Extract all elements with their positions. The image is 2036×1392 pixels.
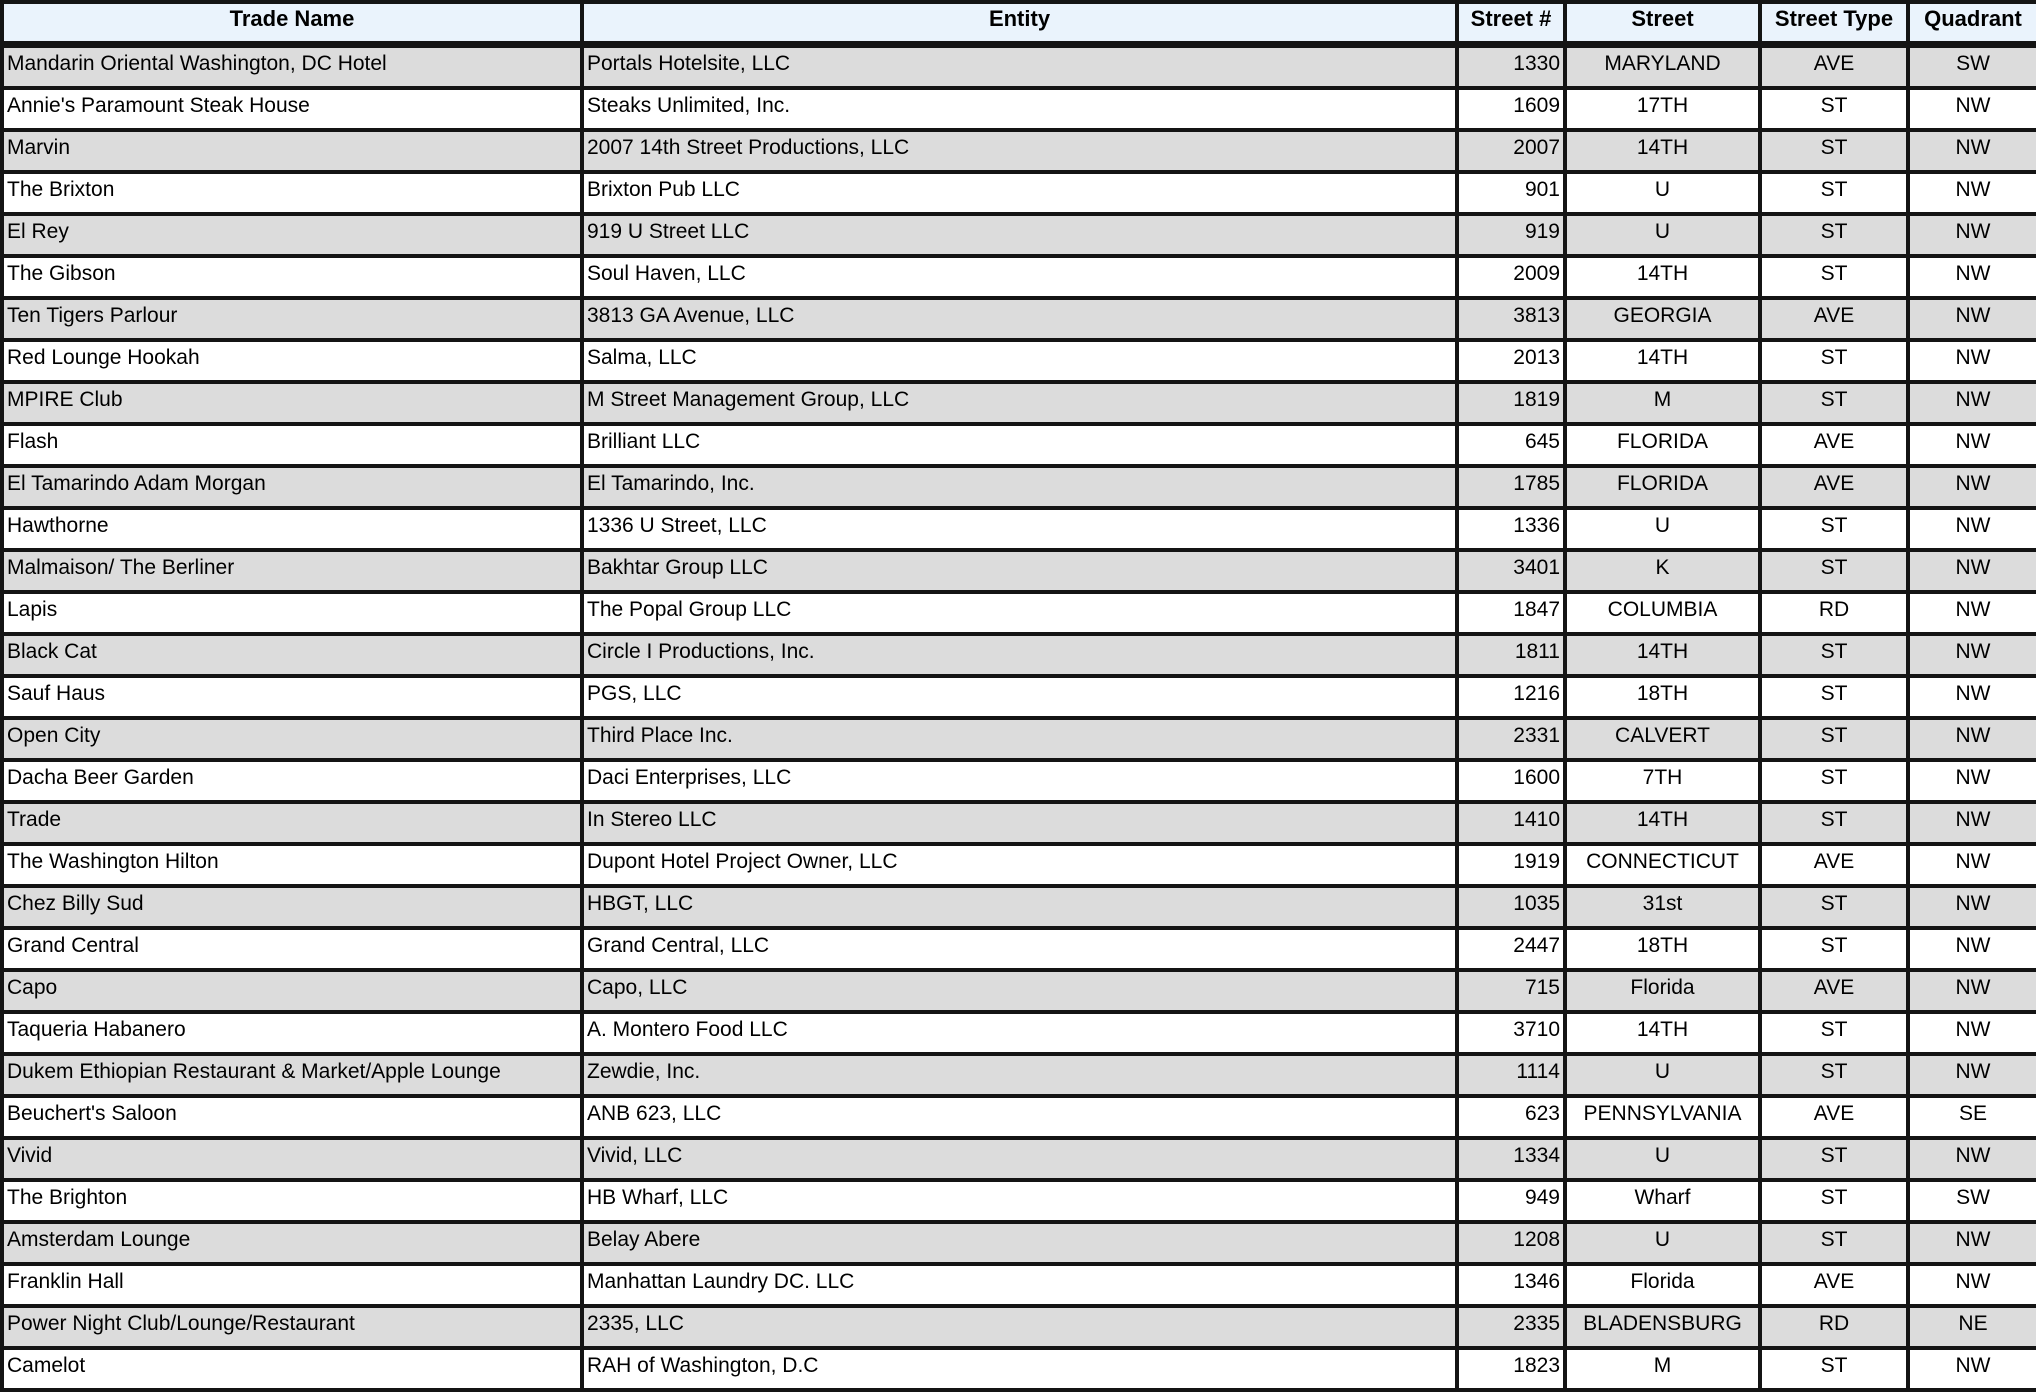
table-body	[2, 45, 2036, 1391]
cell-street[interactable]: 14TH	[1565, 340, 1760, 382]
cell-street-number[interactable]: 1336	[1457, 508, 1565, 550]
cell-street-number[interactable]: 1208	[1457, 1222, 1565, 1264]
cell-trade-name[interactable]: The Washington Hilton	[2, 844, 582, 886]
cell-trade-name[interactable]: Taqueria Habanero	[2, 1012, 582, 1054]
cell-quadrant[interactable]: NW	[1908, 1222, 2036, 1264]
cell-quadrant[interactable]: NW	[1908, 298, 2036, 340]
cell-street[interactable]: GEORGIA	[1565, 298, 1760, 340]
cell-entity[interactable]: A. Montero Food LLC	[582, 1012, 1457, 1054]
table-row	[2, 256, 2036, 298]
cell-street[interactable]: COLUMBIA	[1565, 592, 1760, 634]
cell-quadrant[interactable]: NW	[1908, 802, 2036, 844]
cell-street-type[interactable]: ST	[1760, 1012, 1908, 1054]
table-row	[2, 760, 2036, 802]
cell-street-type[interactable]: ST	[1760, 130, 1908, 172]
cell-street[interactable]: 18TH	[1565, 928, 1760, 970]
cell-street-number[interactable]: 1216	[1457, 676, 1565, 718]
cell-street[interactable]: U	[1565, 1222, 1760, 1264]
cell-street[interactable]: Wharf	[1565, 1180, 1760, 1222]
table-row	[2, 45, 2036, 89]
cell-quadrant[interactable]: SE	[1908, 1096, 2036, 1138]
cell-street-type[interactable]: ST	[1760, 1348, 1908, 1390]
cell-street-type[interactable]: ST	[1760, 760, 1908, 802]
cell-street[interactable]: 17TH	[1565, 88, 1760, 130]
cell-street[interactable]: Florida	[1565, 970, 1760, 1012]
table-row	[2, 886, 2036, 928]
table-row	[2, 802, 2036, 844]
cell-quadrant[interactable]: NW	[1908, 340, 2036, 382]
cell-trade-name[interactable]: Amsterdam Lounge	[2, 1222, 582, 1264]
cell-street-type[interactable]: AVE	[1760, 45, 1908, 89]
cell-trade-name[interactable]: El Rey	[2, 214, 582, 256]
cell-street[interactable]: 14TH	[1565, 130, 1760, 172]
cell-street[interactable]: CONNECTICUT	[1565, 844, 1760, 886]
column-header-entity[interactable]: Entity	[582, 2, 1457, 45]
cell-street-number[interactable]: 1609	[1457, 88, 1565, 130]
cell-quadrant[interactable]: NW	[1908, 508, 2036, 550]
cell-street-type[interactable]: ST	[1760, 676, 1908, 718]
cell-street[interactable]: FLORIDA	[1565, 424, 1760, 466]
cell-street-number[interactable]: 3710	[1457, 1012, 1565, 1054]
table-row	[2, 844, 2036, 886]
table-row	[2, 130, 2036, 172]
cell-street[interactable]: 14TH	[1565, 1012, 1760, 1054]
column-header-trade-name[interactable]: Trade Name	[2, 2, 582, 45]
cell-quadrant[interactable]: NW	[1908, 382, 2036, 424]
cell-quadrant[interactable]: NW	[1908, 760, 2036, 802]
table-row	[2, 298, 2036, 340]
table-row	[2, 508, 2036, 550]
cell-street-type[interactable]: ST	[1760, 382, 1908, 424]
cell-trade-name[interactable]: Chez Billy Sud	[2, 886, 582, 928]
cell-entity[interactable]: Manhattan Laundry DC. LLC	[582, 1264, 1457, 1306]
cell-street-type[interactable]: ST	[1760, 886, 1908, 928]
cell-street-type[interactable]: ST	[1760, 1180, 1908, 1222]
cell-street-type[interactable]: ST	[1760, 1222, 1908, 1264]
cell-quadrant[interactable]: NW	[1908, 886, 2036, 928]
cell-street[interactable]: U	[1565, 508, 1760, 550]
cell-trade-name[interactable]: Red Lounge Hookah	[2, 340, 582, 382]
cell-trade-name[interactable]: Annie's Paramount Steak House	[2, 88, 582, 130]
cell-street[interactable]: CALVERT	[1565, 718, 1760, 760]
cell-entity[interactable]: Third Place Inc.	[582, 718, 1457, 760]
table-row	[2, 1096, 2036, 1138]
cell-street-number[interactable]: 1330	[1457, 45, 1565, 89]
cell-street-number[interactable]: 1811	[1457, 634, 1565, 676]
cell-entity[interactable]: El Tamarindo, Inc.	[582, 466, 1457, 508]
cell-street-number[interactable]: 2007	[1457, 130, 1565, 172]
cell-street[interactable]: M	[1565, 382, 1760, 424]
cell-street-type[interactable]: AVE	[1760, 970, 1908, 1012]
table-row	[2, 970, 2036, 1012]
table-row	[2, 634, 2036, 676]
cell-entity[interactable]: Portals Hotelsite, LLC	[582, 45, 1457, 89]
column-header-quadrant[interactable]: Quadrant	[1908, 2, 2036, 45]
cell-trade-name[interactable]: Marvin	[2, 130, 582, 172]
cell-street-number[interactable]: 1919	[1457, 844, 1565, 886]
cell-entity[interactable]: Grand Central, LLC	[582, 928, 1457, 970]
cell-entity[interactable]: 2007 14th Street Productions, LLC	[582, 130, 1457, 172]
cell-entity[interactable]: Brixton Pub LLC	[582, 172, 1457, 214]
cell-street-type[interactable]: RD	[1760, 592, 1908, 634]
table-row	[2, 1180, 2036, 1222]
cell-trade-name[interactable]: Lapis	[2, 592, 582, 634]
cell-street-type[interactable]: ST	[1760, 634, 1908, 676]
cell-street[interactable]: U	[1565, 1054, 1760, 1096]
cell-street[interactable]: 14TH	[1565, 802, 1760, 844]
cell-entity[interactable]: Daci Enterprises, LLC	[582, 760, 1457, 802]
cell-street-number[interactable]: 1346	[1457, 1264, 1565, 1306]
cell-street[interactable]: FLORIDA	[1565, 466, 1760, 508]
cell-street-type[interactable]: ST	[1760, 550, 1908, 592]
cell-street[interactable]: 14TH	[1565, 256, 1760, 298]
header-row	[2, 2, 2036, 45]
cell-trade-name[interactable]: Grand Central	[2, 928, 582, 970]
cell-entity[interactable]: Capo, LLC	[582, 970, 1457, 1012]
cell-quadrant[interactable]: NW	[1908, 1012, 2036, 1054]
table-row	[2, 676, 2036, 718]
cell-entity[interactable]: Salma, LLC	[582, 340, 1457, 382]
cell-street[interactable]: 18TH	[1565, 676, 1760, 718]
cell-entity[interactable]: In Stereo LLC	[582, 802, 1457, 844]
cell-street-type[interactable]: AVE	[1760, 1264, 1908, 1306]
cell-street-type[interactable]: ST	[1760, 928, 1908, 970]
cell-quadrant[interactable]: NW	[1908, 256, 2036, 298]
cell-trade-name[interactable]: Black Cat	[2, 634, 582, 676]
cell-street-number[interactable]: 919	[1457, 214, 1565, 256]
cell-quadrant[interactable]: NW	[1908, 1264, 2036, 1306]
cell-street-type[interactable]: ST	[1760, 802, 1908, 844]
table-row	[2, 88, 2036, 130]
cell-street-type[interactable]: ST	[1760, 172, 1908, 214]
cell-street-type[interactable]: AVE	[1760, 466, 1908, 508]
cell-street-number[interactable]: 645	[1457, 424, 1565, 466]
cell-trade-name[interactable]: MPIRE Club	[2, 382, 582, 424]
cell-quadrant[interactable]: NW	[1908, 970, 2036, 1012]
cell-trade-name[interactable]: Flash	[2, 424, 582, 466]
table-row	[2, 1138, 2036, 1180]
cell-street-type[interactable]: AVE	[1760, 298, 1908, 340]
cell-entity[interactable]: Bakhtar Group LLC	[582, 550, 1457, 592]
cell-street-number[interactable]: 1035	[1457, 886, 1565, 928]
cell-entity[interactable]: Dupont Hotel Project Owner, LLC	[582, 844, 1457, 886]
cell-street-number[interactable]: 2009	[1457, 256, 1565, 298]
cell-street-number[interactable]: 2335	[1457, 1306, 1565, 1348]
cell-street[interactable]: M	[1565, 1348, 1760, 1390]
table-row	[2, 1222, 2036, 1264]
cell-street-number[interactable]: 1334	[1457, 1138, 1565, 1180]
cell-trade-name[interactable]: Hawthorne	[2, 508, 582, 550]
cell-trade-name[interactable]: The Brighton	[2, 1180, 582, 1222]
cell-quadrant[interactable]: NW	[1908, 844, 2036, 886]
cell-street-number[interactable]: 901	[1457, 172, 1565, 214]
cell-trade-name[interactable]: Dacha Beer Garden	[2, 760, 582, 802]
cell-trade-name[interactable]: The Brixton	[2, 172, 582, 214]
cell-entity[interactable]: Circle I Productions, Inc.	[582, 634, 1457, 676]
table-row	[2, 550, 2036, 592]
column-header-street[interactable]: Street	[1565, 2, 1760, 45]
cell-street-number[interactable]: 1847	[1457, 592, 1565, 634]
cell-street[interactable]: 14TH	[1565, 634, 1760, 676]
table-row	[2, 1306, 2036, 1348]
cell-entity[interactable]: The Popal Group LLC	[582, 592, 1457, 634]
cell-street-number[interactable]: 1819	[1457, 382, 1565, 424]
cell-quadrant[interactable]: NW	[1908, 676, 2036, 718]
cell-street-type[interactable]: AVE	[1760, 424, 1908, 466]
cell-entity[interactable]: M Street Management Group, LLC	[582, 382, 1457, 424]
table-row	[2, 1012, 2036, 1054]
cell-street-number[interactable]: 1823	[1457, 1348, 1565, 1390]
cell-street-number[interactable]: 1785	[1457, 466, 1565, 508]
cell-street-type[interactable]: AVE	[1760, 844, 1908, 886]
cell-entity[interactable]: Zewdie, Inc.	[582, 1054, 1457, 1096]
cell-trade-name[interactable]: Sauf Haus	[2, 676, 582, 718]
cell-quadrant[interactable]: NW	[1908, 172, 2036, 214]
cell-entity[interactable]: HBGT, LLC	[582, 886, 1457, 928]
cell-quadrant[interactable]: NW	[1908, 634, 2036, 676]
cell-quadrant[interactable]: NW	[1908, 592, 2036, 634]
cell-quadrant[interactable]: NW	[1908, 214, 2036, 256]
cell-trade-name[interactable]: Trade	[2, 802, 582, 844]
cell-entity[interactable]: 2335, LLC	[582, 1306, 1457, 1348]
cell-quadrant[interactable]: NW	[1908, 1138, 2036, 1180]
cell-quadrant[interactable]: SW	[1908, 1180, 2036, 1222]
cell-trade-name[interactable]: Malmaison/ The Berliner	[2, 550, 582, 592]
cell-street-type[interactable]: ST	[1760, 340, 1908, 382]
cell-trade-name[interactable]: El Tamarindo Adam Morgan	[2, 466, 582, 508]
cell-street[interactable]: K	[1565, 550, 1760, 592]
cell-street[interactable]: U	[1565, 172, 1760, 214]
cell-trade-name[interactable]: Camelot	[2, 1348, 582, 1390]
cell-trade-name[interactable]: Power Night Club/Lounge/Restaurant	[2, 1306, 582, 1348]
table-row	[2, 466, 2036, 508]
cell-quadrant[interactable]: NW	[1908, 550, 2036, 592]
cell-entity[interactable]: 919 U Street LLC	[582, 214, 1457, 256]
cell-entity[interactable]: Vivid, LLC	[582, 1138, 1457, 1180]
cell-street-number[interactable]: 1600	[1457, 760, 1565, 802]
cell-street[interactable]: U	[1565, 1138, 1760, 1180]
table-row	[2, 718, 2036, 760]
cell-quadrant[interactable]: NE	[1908, 1306, 2036, 1348]
cell-street[interactable]: MARYLAND	[1565, 45, 1760, 89]
cell-street-type[interactable]: RD	[1760, 1306, 1908, 1348]
cell-trade-name[interactable]: Franklin Hall	[2, 1264, 582, 1306]
cell-entity[interactable]: PGS, LLC	[582, 676, 1457, 718]
cell-street-number[interactable]: 3401	[1457, 550, 1565, 592]
cell-quadrant[interactable]: SW	[1908, 45, 2036, 89]
cell-street-number[interactable]: 715	[1457, 970, 1565, 1012]
cell-entity[interactable]: HB Wharf, LLC	[582, 1180, 1457, 1222]
cell-street-type[interactable]: ST	[1760, 214, 1908, 256]
cell-street[interactable]: U	[1565, 214, 1760, 256]
cell-street-number[interactable]: 2013	[1457, 340, 1565, 382]
cell-street-number[interactable]: 949	[1457, 1180, 1565, 1222]
cell-trade-name[interactable]: The Gibson	[2, 256, 582, 298]
cell-street-type[interactable]: ST	[1760, 256, 1908, 298]
cell-trade-name[interactable]: Beuchert's Saloon	[2, 1096, 582, 1138]
table-row	[2, 592, 2036, 634]
cell-quadrant[interactable]: NW	[1908, 1348, 2036, 1390]
cell-trade-name[interactable]: Vivid	[2, 1138, 582, 1180]
cell-quadrant[interactable]: NW	[1908, 1054, 2036, 1096]
cell-street[interactable]: 7TH	[1565, 760, 1760, 802]
table-row	[2, 172, 2036, 214]
cell-street-number[interactable]: 2447	[1457, 928, 1565, 970]
cell-quadrant[interactable]: NW	[1908, 130, 2036, 172]
column-header-street-type[interactable]: Street Type	[1760, 2, 1908, 45]
cell-entity[interactable]: Brilliant LLC	[582, 424, 1457, 466]
table-row	[2, 214, 2036, 256]
cell-entity[interactable]: Belay Abere	[582, 1222, 1457, 1264]
cell-street[interactable]: PENNSYLVANIA	[1565, 1096, 1760, 1138]
cell-entity[interactable]: RAH of Washington, D.C	[582, 1348, 1457, 1390]
table-row	[2, 382, 2036, 424]
cell-street[interactable]: 31st	[1565, 886, 1760, 928]
cell-street-number[interactable]: 2331	[1457, 718, 1565, 760]
cell-trade-name[interactable]: Capo	[2, 970, 582, 1012]
cell-entity[interactable]: 1336 U Street, LLC	[582, 508, 1457, 550]
cell-street[interactable]: BLADENSBURG	[1565, 1306, 1760, 1348]
cell-trade-name[interactable]: Open City	[2, 718, 582, 760]
table-row	[2, 1348, 2036, 1390]
cell-entity[interactable]: Steaks Unlimited, Inc.	[582, 88, 1457, 130]
cell-entity[interactable]: ANB 623, LLC	[582, 1096, 1457, 1138]
table-row	[2, 340, 2036, 382]
cell-street-type[interactable]: ST	[1760, 88, 1908, 130]
cell-street[interactable]: Florida	[1565, 1264, 1760, 1306]
cell-entity[interactable]: Soul Haven, LLC	[582, 256, 1457, 298]
cell-trade-name[interactable]: Ten Tigers Parlour	[2, 298, 582, 340]
cell-street-number[interactable]: 1410	[1457, 802, 1565, 844]
cell-quadrant[interactable]: NW	[1908, 88, 2036, 130]
table-row	[2, 928, 2036, 970]
cell-street-type[interactable]: ST	[1760, 508, 1908, 550]
table-header	[2, 2, 2036, 45]
table-row	[2, 1054, 2036, 1096]
cell-street-type[interactable]: ST	[1760, 718, 1908, 760]
cell-quadrant[interactable]: NW	[1908, 928, 2036, 970]
cell-street-type[interactable]: ST	[1760, 1138, 1908, 1180]
cell-street-type[interactable]: ST	[1760, 1054, 1908, 1096]
cell-entity[interactable]: 3813 GA Avenue, LLC	[582, 298, 1457, 340]
cell-trade-name[interactable]: Dukem Ethiopian Restaurant & Market/Apple Lounge	[2, 1054, 582, 1096]
cell-street-number[interactable]: 3813	[1457, 298, 1565, 340]
table-row	[2, 424, 2036, 466]
column-header-street-number[interactable]: Street #	[1457, 2, 1565, 45]
cell-street-number[interactable]: 1114	[1457, 1054, 1565, 1096]
cell-trade-name[interactable]: Mandarin Oriental Washington, DC Hotel	[2, 45, 582, 89]
cell-quadrant[interactable]: NW	[1908, 424, 2036, 466]
cell-street-type[interactable]: AVE	[1760, 1096, 1908, 1138]
cell-quadrant[interactable]: NW	[1908, 718, 2036, 760]
cell-quadrant[interactable]: NW	[1908, 466, 2036, 508]
table-row	[2, 1264, 2036, 1306]
cell-street-number[interactable]: 623	[1457, 1096, 1565, 1138]
